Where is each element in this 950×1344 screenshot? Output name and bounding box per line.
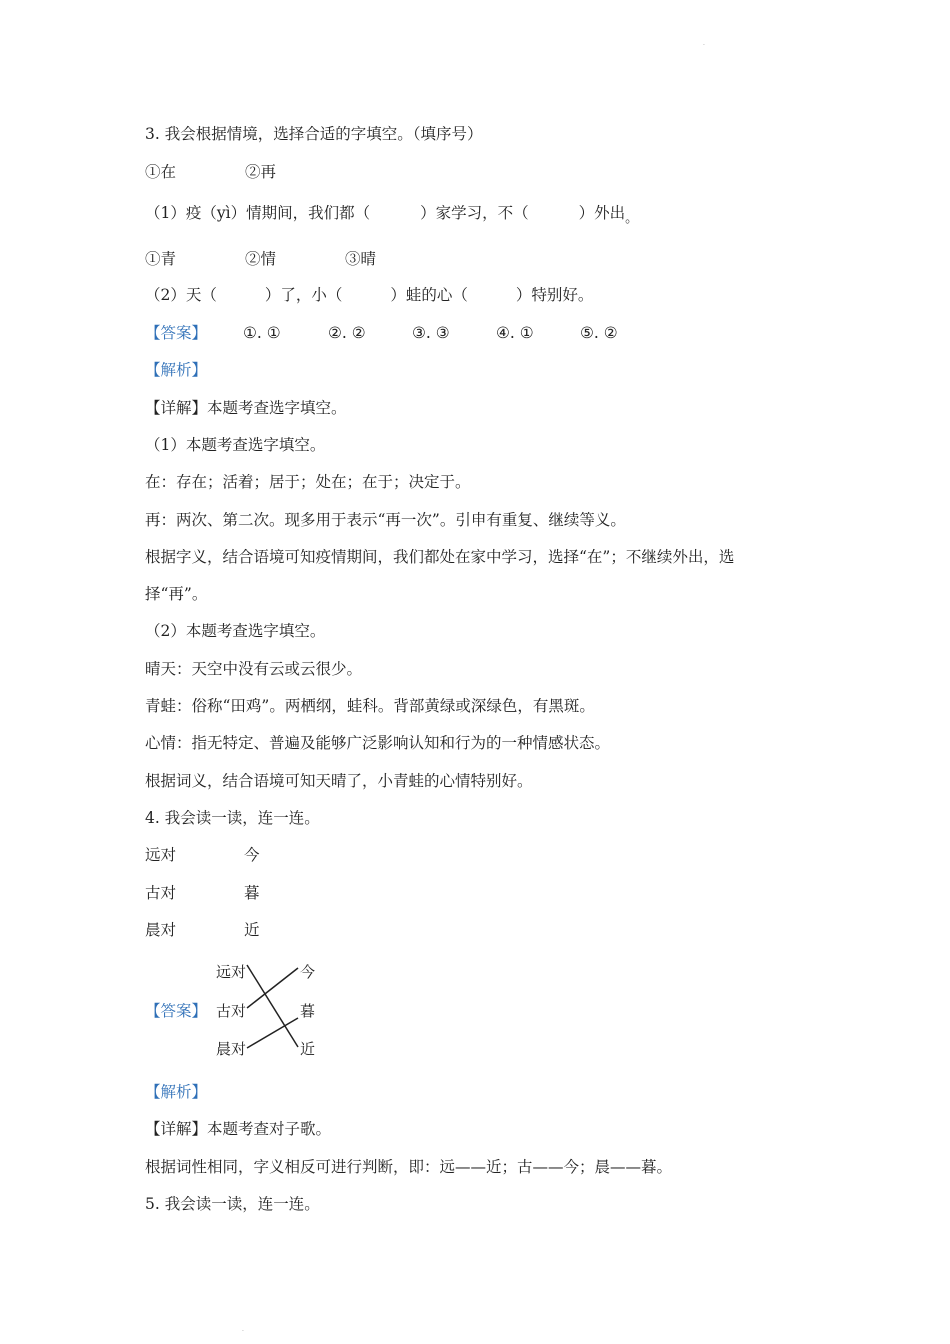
q3-sentence-1 bbox=[145, 203, 638, 225]
q3-para-3: 再：两次、第二次。现多用于表示“再一次”。引申有重复、继续等义。 bbox=[145, 511, 626, 529]
s2-part-2: ）了，小（ bbox=[264, 286, 343, 304]
q3-para-1: （1）本题考查选字填空。 bbox=[145, 436, 326, 454]
q3-detail: 【详解】本题考查选字填空。 bbox=[145, 399, 347, 417]
s1-part-1: （1）疫（yì）情期间，我们都（ bbox=[145, 204, 371, 222]
q3-para-2: 在：存在；活着；居于；处在；在于；决定于。 bbox=[145, 473, 471, 491]
s1-end: 。 bbox=[625, 211, 639, 226]
option-zai2: ②再 bbox=[245, 163, 277, 181]
option-qing3: ③晴 bbox=[345, 250, 377, 268]
option-zai: ①在 bbox=[145, 163, 177, 181]
q3-sentence-2 bbox=[145, 285, 593, 305]
diagram-left-2: 古对 bbox=[216, 1002, 247, 1020]
diagram-left-3: 晨对 bbox=[216, 1040, 247, 1058]
answer-2: ②. ② bbox=[328, 324, 366, 342]
q5-title: 5. 我会读一读，连一连。 bbox=[145, 1195, 320, 1213]
diagram-left-1: 远对 bbox=[216, 963, 247, 981]
q4-left-1: 远对 bbox=[145, 846, 177, 864]
q3-analysis-label: 【解析】 bbox=[145, 361, 208, 379]
q3-title: 3. 我会根据情境，选择合适的字填空。（填序号） bbox=[145, 125, 483, 143]
q3-para-9: 根据词义，结合语境可知天晴了，小青蛙的心情特别好。 bbox=[145, 772, 533, 790]
answer-3: ③. ③ bbox=[412, 324, 450, 342]
answer-5: ⑤. ② bbox=[580, 324, 618, 342]
q3-para-8: 心情：指无特定、普遍及能够广泛影响认知和行为的一种情感状态。 bbox=[145, 734, 611, 752]
footer-mark: . bbox=[242, 1326, 244, 1333]
link-chen-mu bbox=[247, 1018, 298, 1048]
diagram-right-3: 近 bbox=[300, 1040, 316, 1058]
q4-right-3: 近 bbox=[244, 921, 260, 939]
q4-left-2: 古对 bbox=[145, 884, 177, 902]
q3-para-5: （2）本题考查选字填空。 bbox=[145, 622, 326, 640]
s2-part-3: ）蛙的心（ bbox=[390, 286, 468, 304]
q4-right-2: 暮 bbox=[244, 884, 260, 902]
s1-part-2: ）家学习，不（ bbox=[420, 204, 529, 222]
diagram-right-2: 暮 bbox=[300, 1002, 316, 1020]
option-qing2: ②情 bbox=[245, 250, 277, 268]
q3-para-4b: 择“再”。 bbox=[145, 585, 208, 603]
answer-4: ④. ① bbox=[496, 324, 534, 342]
s2-part-1: （2）天（ bbox=[145, 286, 217, 304]
q3-para-4a: 根据字义，结合语境可知疫情期间，我们都处在家中学习，选择“在”；不继续外出，选 bbox=[145, 548, 735, 566]
q3-para-6: 晴天：天空中没有云或云很少。 bbox=[145, 660, 363, 678]
answer-label: 【答案】 bbox=[145, 324, 208, 342]
q4-right-1: 今 bbox=[244, 846, 260, 864]
corner-mark: . bbox=[703, 40, 705, 47]
q4-analysis-label: 【解析】 bbox=[145, 1083, 208, 1101]
q4-para-1: 根据词性相同，字义相反可进行判断，即：远——近；古——今；晨——暮。 bbox=[145, 1158, 673, 1176]
q4-left-3: 晨对 bbox=[145, 921, 177, 939]
matching-diagram bbox=[210, 955, 340, 1065]
s1-part-3: ）外出 bbox=[578, 204, 626, 222]
link-yuan-jin bbox=[247, 965, 298, 1047]
q4-title: 4. 我会读一读，连一连。 bbox=[145, 809, 320, 827]
option-qing1: ①青 bbox=[145, 250, 177, 268]
diagram-right-1: 今 bbox=[300, 963, 316, 981]
link-gu-jin bbox=[247, 968, 298, 1008]
q3-para-7: 青蛙：俗称“田鸡”。两栖纲，蛙科。背部黄绿或深绿色，有黑斑。 bbox=[145, 697, 595, 715]
q4-detail: 【详解】本题考查对子歌。 bbox=[145, 1120, 332, 1138]
answer-1: ①. ① bbox=[243, 324, 281, 342]
q4-answer-label: 【答案】 bbox=[145, 1002, 208, 1020]
s2-part-4: ）特别好。 bbox=[515, 286, 594, 304]
